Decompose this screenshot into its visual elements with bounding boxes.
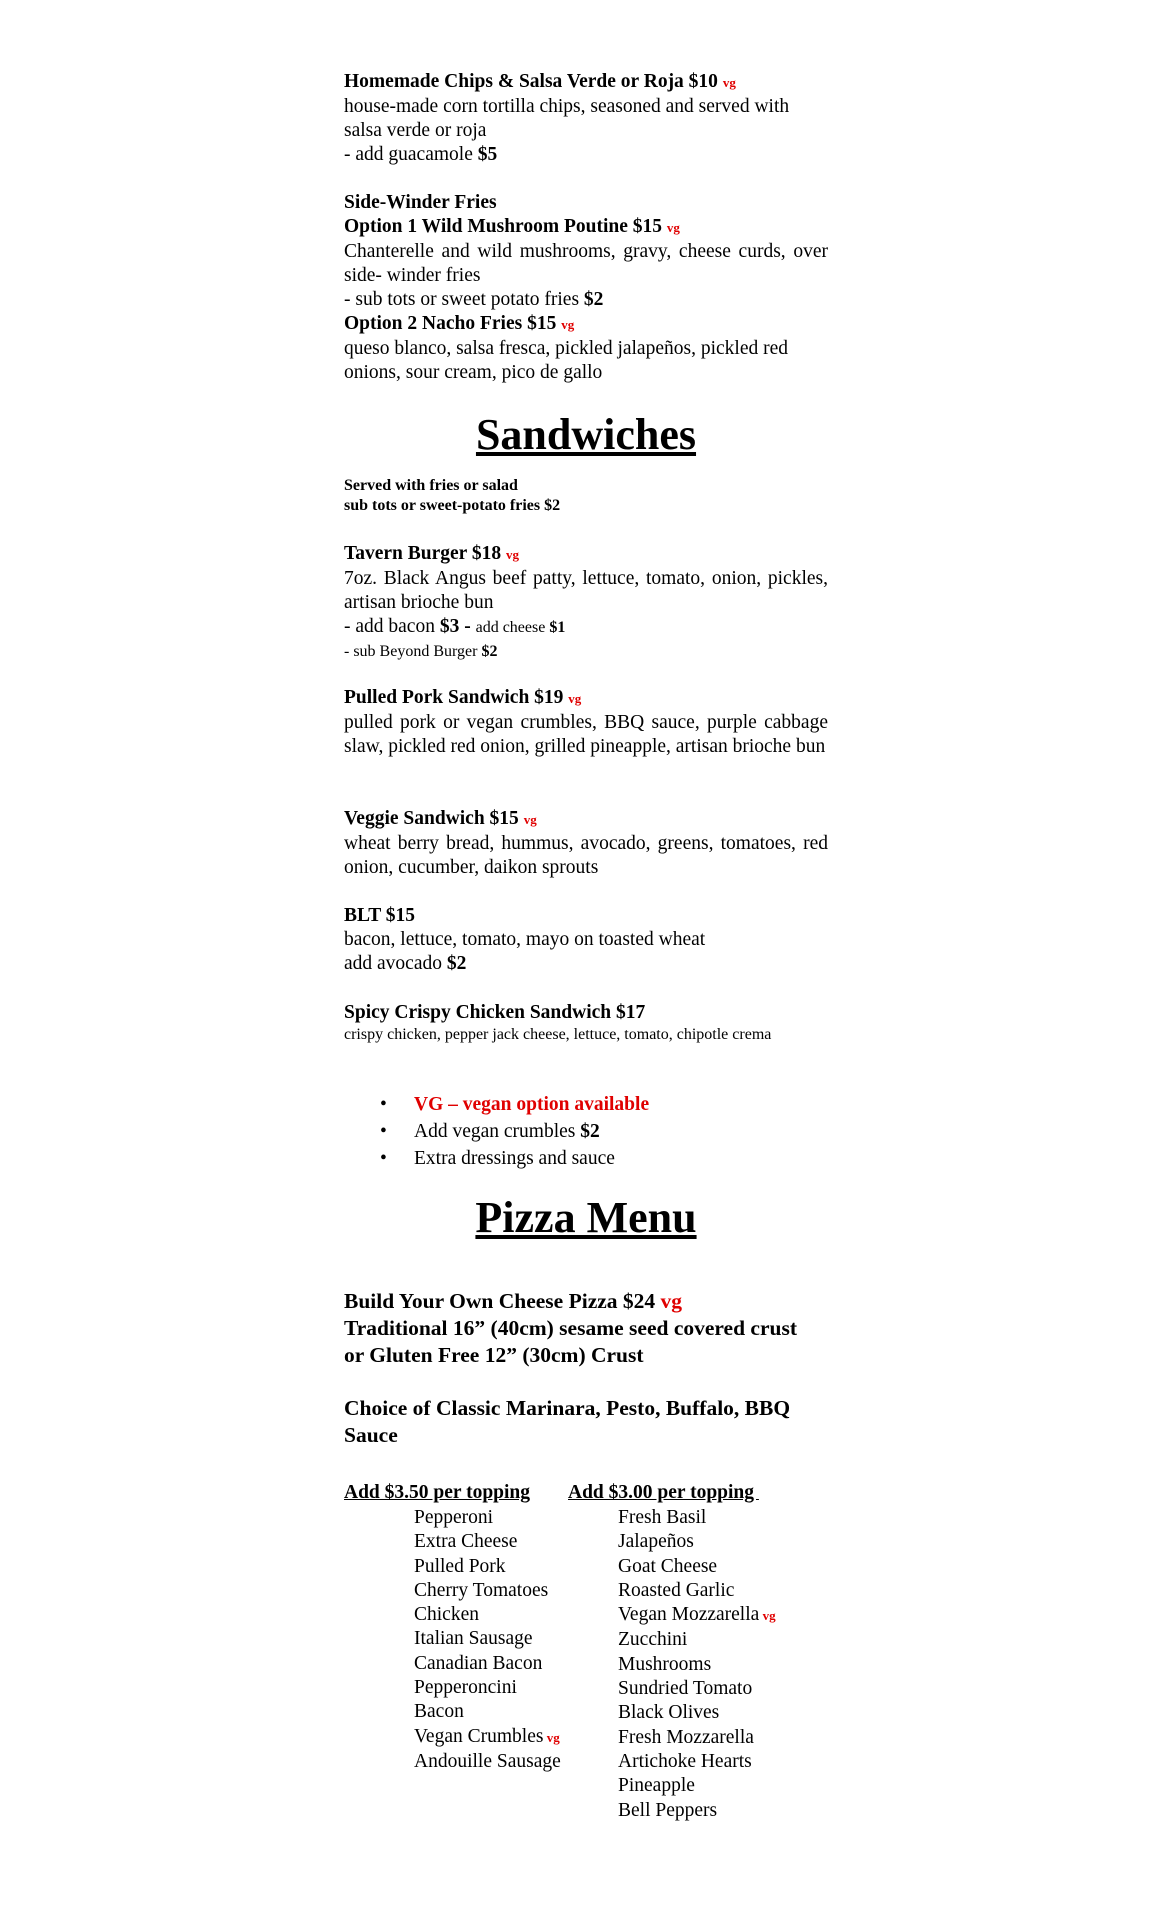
pizza-crust-line: or Gluten Free 12” (30cm) Crust <box>344 1343 644 1367</box>
topping-col2-header: Add $3.00 per topping <box>568 1482 759 1503</box>
vg-badge: vg <box>660 1289 683 1313</box>
addon-label: - sub Beyond Burger <box>344 643 482 660</box>
chips-item <box>344 70 828 167</box>
topping-item <box>414 1750 561 1774</box>
topping-item <box>618 1726 776 1750</box>
topping-name: Fresh Mozzarella <box>618 1726 754 1748</box>
served-line: sub tots or sweet-potato fries $2 <box>344 497 561 514</box>
addon-label: - sub tots or sweet potato fries <box>344 289 584 310</box>
addon-price: $5 <box>477 144 498 165</box>
fries-option2-title: Option 2 Nacho Fries $15 <box>344 313 557 334</box>
vg-badge: vg <box>568 691 582 706</box>
vg-badge: vg <box>505 547 519 562</box>
item-sub <box>344 640 828 664</box>
topping-item <box>618 1799 776 1823</box>
topping-name: Jalapeños <box>618 1531 694 1553</box>
chips-title: Homemade Chips & Salsa Verde or Roja $10 <box>344 71 718 92</box>
topping-name: Bacon <box>414 1701 464 1723</box>
fries-section-title: Side-Winder Fries <box>344 192 497 213</box>
topping-item <box>618 1701 776 1725</box>
topping-name: Extra Cheese <box>414 1531 518 1553</box>
topping-item <box>618 1603 776 1628</box>
fries-option2-description: queso blanco, salsa fresca, pickled jalapeños, pickled red onions, sour cream, pico de gallo <box>344 338 788 383</box>
veggie-sandwich-item <box>344 807 828 880</box>
item-description: wheat berry bread, hummus, avocado, greens, tomatoes, red onion, cucumber, daikon sprouts <box>344 833 828 878</box>
chips-addon <box>344 143 828 167</box>
topping-col1-header: Add $3.50 per topping <box>344 1482 531 1503</box>
bullet-icon: • <box>380 1121 387 1142</box>
spicy-chicken-item <box>344 1001 828 1045</box>
tavern-burger-item <box>344 542 828 664</box>
note-price: $2 <box>580 1121 600 1142</box>
vg-badge: vg <box>759 1608 776 1624</box>
topping-item <box>414 1725 561 1750</box>
topping-name: Roasted Garlic <box>618 1579 735 1601</box>
note-text: Extra dressings and sauce <box>414 1148 615 1169</box>
topping-item <box>414 1652 561 1676</box>
pizza-crust-line: Traditional 16” (40cm) sesame seed covered crust <box>344 1316 798 1340</box>
topping-name: Vegan Mozzarella <box>618 1604 760 1626</box>
topping-name: Sundried Tomato <box>618 1678 753 1700</box>
item-title: Pulled Pork Sandwich $19 <box>344 687 564 708</box>
topping-item <box>618 1774 776 1798</box>
blt-item <box>344 904 828 976</box>
addon-label: add avocado <box>344 953 447 974</box>
topping-item <box>414 1530 561 1554</box>
note-text: Add vegan crumbles <box>414 1121 581 1142</box>
item-addons <box>344 615 828 640</box>
vg-badge: vg <box>543 1729 560 1745</box>
pizza-build-title: Build Your Own Cheese Pizza $24 <box>344 1289 656 1313</box>
topping-name: Black Olives <box>618 1702 720 1724</box>
vg-badge: vg <box>523 812 537 827</box>
served-line: Served with fries or salad <box>344 477 518 494</box>
vg-badge: vg <box>561 317 575 332</box>
chips-description: house-made corn tortilla chips, seasoned and served with salsa verde or roja <box>344 96 790 141</box>
note-text: VG – vegan option available <box>414 1094 650 1115</box>
topping-name: Goat Cheese <box>618 1555 718 1577</box>
topping-name: Andouille Sausage <box>414 1750 561 1772</box>
topping-item <box>414 1506 561 1530</box>
topping-item <box>618 1579 776 1603</box>
addon-label: - add bacon <box>344 616 440 637</box>
topping-item <box>618 1653 776 1677</box>
topping-item <box>414 1627 561 1651</box>
item-addons <box>344 952 828 976</box>
topping-item <box>414 1676 561 1700</box>
note-dressings <box>344 1145 828 1172</box>
pizza-build-block <box>344 1288 828 1369</box>
addon-price: $1 <box>549 619 566 636</box>
topping-item <box>618 1555 776 1579</box>
item-description: crispy chicken, pepper jack cheese, lettuce, tomato, chipotle crema <box>344 1026 772 1043</box>
topping-col1-list <box>414 1506 561 1774</box>
addon-price: $3 <box>439 616 460 637</box>
fries-option1-description: Chanterelle and wild mushrooms, gravy, cheese curds, over side- winder fries <box>344 241 828 286</box>
fries-section <box>344 191 828 385</box>
sandwiches-served-note <box>344 476 828 516</box>
topping-name: Chicken <box>414 1604 479 1626</box>
topping-name: Pepperoncini <box>414 1677 517 1699</box>
sandwich-notes <box>344 1091 828 1172</box>
topping-name: Pepperoni <box>414 1507 494 1528</box>
item-title: Veggie Sandwich $15 <box>344 808 519 829</box>
topping-name: Bell Peppers <box>618 1799 718 1821</box>
topping-name: Cherry Tomatoes <box>414 1579 549 1601</box>
topping-name: Canadian Bacon <box>414 1652 543 1674</box>
pulled-pork-item <box>344 686 828 759</box>
bullet-icon: • <box>380 1148 387 1169</box>
addon-label: add cheese <box>475 619 550 636</box>
pizza-heading: Pizza Menu <box>475 1193 697 1242</box>
topping-name: Mushrooms <box>618 1653 712 1675</box>
item-title: Tavern Burger $18 <box>344 543 502 564</box>
topping-col2-list <box>618 1506 776 1823</box>
bullet-icon: • <box>380 1094 387 1115</box>
addon-label: - add guacamole <box>344 144 478 165</box>
addon-price: $2 <box>446 953 467 974</box>
topping-item <box>618 1506 776 1530</box>
topping-item <box>618 1750 776 1774</box>
item-title: BLT $15 <box>344 905 416 926</box>
item-title: Spicy Crispy Chicken Sandwich $17 <box>344 1002 646 1023</box>
topping-item <box>618 1628 776 1652</box>
note-vg <box>344 1091 828 1118</box>
addon-separator: - <box>459 616 476 637</box>
topping-name: Italian Sausage <box>414 1628 533 1650</box>
fries-option1-addon <box>344 288 828 312</box>
topping-name: Pulled Pork <box>414 1555 506 1577</box>
topping-item <box>414 1603 561 1627</box>
topping-item <box>618 1677 776 1701</box>
sandwiches-heading: Sandwiches <box>475 410 697 459</box>
topping-item <box>414 1579 561 1603</box>
item-description: bacon, lettuce, tomato, mayo on toasted wheat <box>344 929 706 950</box>
topping-item <box>414 1700 561 1724</box>
addon-price: $2 <box>481 643 498 660</box>
note-crumbles <box>344 1118 828 1145</box>
item-description: 7oz. Black Angus beef patty, lettuce, tomato, onion, pickles, artisan brioche bun <box>344 568 828 613</box>
topping-name: Fresh Basil <box>618 1507 707 1528</box>
topping-name: Pineapple <box>618 1775 695 1797</box>
pizza-sauce: Choice of Classic Marinara, Pesto, Buffalo, BBQ Sauce <box>344 1396 791 1447</box>
topping-name: Artichoke Hearts <box>618 1750 752 1772</box>
fries-option1-title: Option 1 Wild Mushroom Poutine $15 <box>344 216 663 237</box>
addon-price: $2 <box>583 289 604 310</box>
vg-badge: vg <box>722 75 736 90</box>
topping-item <box>414 1555 561 1579</box>
vg-badge: vg <box>666 220 680 235</box>
topping-name: Zucchini <box>618 1629 688 1651</box>
topping-item <box>618 1530 776 1554</box>
item-description: pulled pork or vegan crumbles, BBQ sauce, purple cabbage slaw, pickled red onion, grilled pineapple, artisan brioche bun <box>344 712 828 757</box>
topping-name: Vegan Crumbles <box>414 1725 544 1747</box>
